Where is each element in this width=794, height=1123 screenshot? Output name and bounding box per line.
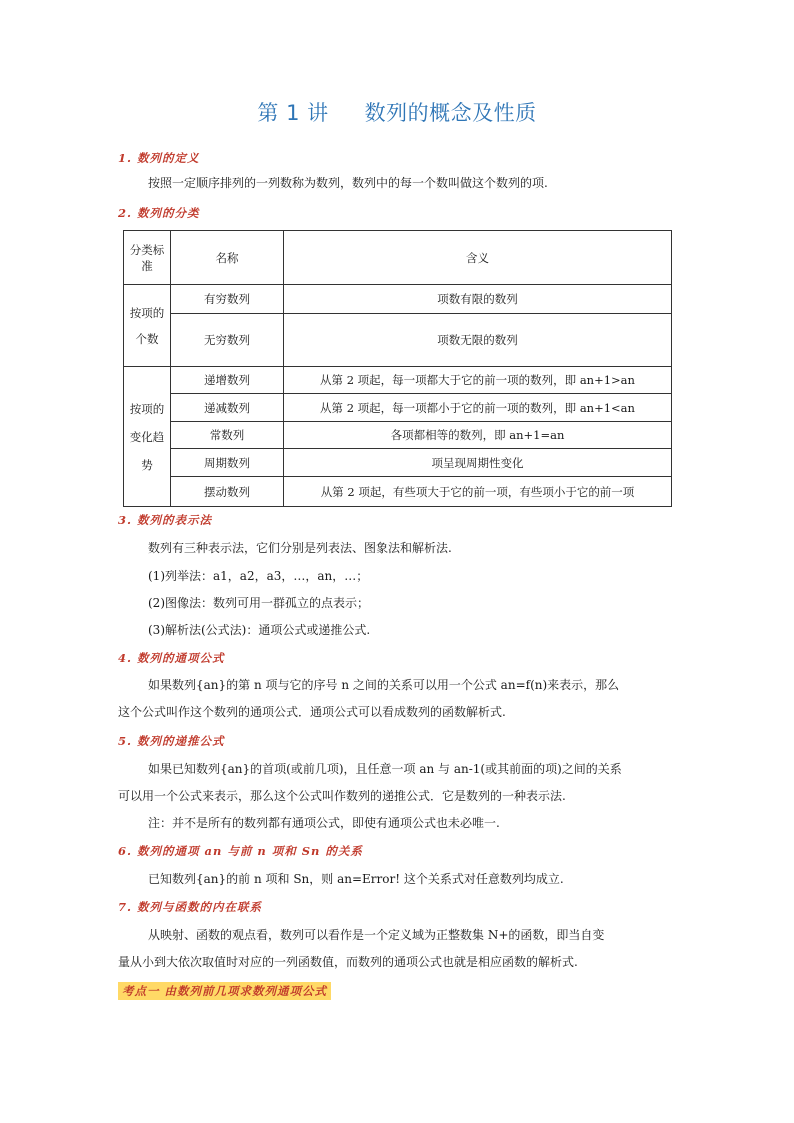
table-row (124, 477, 672, 507)
group-label-trend: 按项的变化趋势 (124, 367, 171, 507)
table-row (124, 314, 672, 367)
representation-item-1: (1)列举法：a1，a2，a3，…，an，…； (148, 569, 369, 583)
representation-intro: 数列有三种表示法，它们分别是列表法、图象法和解析法. (148, 541, 452, 555)
row-meaning: 项数无限的数列 (284, 314, 672, 367)
row-meaning: 项数有限的数列 (284, 285, 672, 314)
representation-item-3: (3)解析法(公式法)：通项公式或递推公式. (148, 623, 371, 637)
section-heading-general-term: 4. 数列的通项公式 (118, 651, 225, 665)
table-row (124, 422, 672, 449)
row-meaning: 从第 2 项起，每一项都小于它的前一项的数列，即 an+1<an (284, 394, 672, 422)
header-meaning: 含义 (284, 231, 672, 285)
row-name: 递减数列 (171, 394, 284, 422)
section-heading-recursive: 5. 数列的递推公式 (118, 734, 225, 748)
header-category: 分类标准 (124, 231, 171, 285)
recursive-note: 注：并不是所有的数列都有通项公式，即使有通项公式也未必唯一. (148, 816, 500, 830)
row-name: 常数列 (171, 422, 284, 449)
kaodian-banner: 考点一 由数列前几项求数列通项公式 (118, 982, 331, 1000)
classification-table (123, 230, 672, 507)
table-row (124, 285, 672, 314)
section-heading-an-sn: 6. 数列的通项 an 与前 n 项和 Sn 的关系 (118, 844, 363, 858)
recursive-line-1: 如果已知数列{an}的首项(或前几项)，且任意一项 an 与 an-1(或其前面的项)之间的关系 (148, 762, 622, 776)
lecture-topic: 数列的概念及性质 (364, 101, 537, 125)
table-header-row (124, 231, 672, 285)
row-meaning: 从第 2 项起，每一项都大于它的前一项的数列，即 an+1>an (284, 367, 672, 394)
page-title (0, 97, 794, 127)
section-heading-representation: 3. 数列的表示法 (118, 513, 213, 527)
row-name: 周期数列 (171, 449, 284, 477)
definition-text: 按照一定顺序排列的一列数称为数列，数列中的每一个数叫做这个数列的项. (148, 176, 548, 190)
row-name: 无穷数列 (171, 314, 284, 367)
an-sn-text: 已知数列{an}的前 n 项和 Sn，则 an=Error! 这个关系式对任意数列均成立. (148, 872, 564, 886)
row-meaning: 各项都相等的数列，即 an+1=an (284, 422, 672, 449)
row-meaning: 项呈现周期性变化 (284, 449, 672, 477)
row-name: 递增数列 (171, 367, 284, 394)
general-term-line-2: 这个公式叫作这个数列的通项公式．通项公式可以看成数列的函数解析式. (118, 705, 506, 719)
row-name: 摆动数列 (171, 477, 284, 507)
table-row (124, 449, 672, 477)
table-row (124, 394, 672, 422)
function-link-line-1: 从映射、函数的观点看，数列可以看作是一个定义域为正整数集 N+的函数，即当自变 (148, 928, 605, 942)
row-name: 有穷数列 (171, 285, 284, 314)
recursive-line-2: 可以用一个公式来表示，那么这个公式叫作数列的递推公式．它是数列的一种表示法. (118, 789, 566, 803)
header-name: 名称 (171, 231, 284, 285)
lecture-number: 第 1 讲 (257, 101, 329, 125)
representation-item-2: (2)图像法：数列可用一群孤立的点表示； (148, 596, 369, 610)
group-label-count: 按项的个数 (124, 285, 171, 367)
general-term-line-1: 如果数列{an}的第 n 项与它的序号 n 之间的关系可以用一个公式 an=f(n)来表示，那么 (148, 678, 620, 692)
section-heading-function-link: 7. 数列与函数的内在联系 (118, 900, 263, 914)
table-row (124, 367, 672, 394)
section-heading-classification: 2. 数列的分类 (118, 206, 200, 220)
row-meaning: 从第 2 项起，有些项大于它的前一项，有些项小于它的前一项 (284, 477, 672, 507)
function-link-line-2: 量从小到大依次取值时对应的一列函数值，而数列的通项公式也就是相应函数的解析式. (118, 955, 578, 969)
section-heading-definition: 1. 数列的定义 (118, 151, 200, 165)
